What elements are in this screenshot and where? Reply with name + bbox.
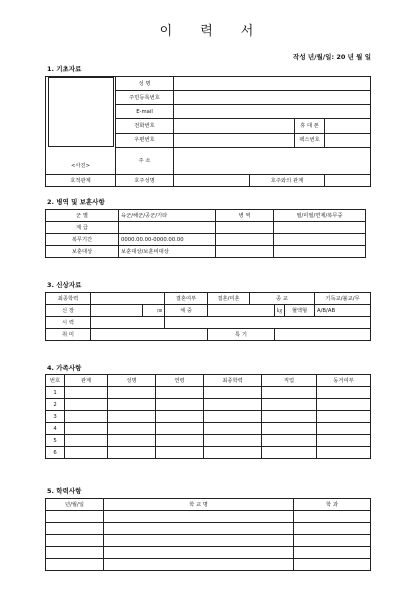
branch-options[interactable]: 육군/해군/공군/기타 (119, 210, 216, 222)
col-header: 번호 (46, 375, 65, 387)
eyesight-field[interactable] (91, 317, 165, 329)
cell[interactable] (46, 547, 104, 559)
cell[interactable] (65, 447, 108, 459)
family-register-label: 호적관계 (46, 175, 116, 187)
table-row (46, 435, 371, 447)
education-header-row (46, 499, 371, 511)
fax-field[interactable] (325, 133, 371, 147)
service-period-field[interactable]: 0000.00.00-0000.00.00 (119, 234, 216, 246)
rank-field[interactable] (119, 222, 216, 234)
cell[interactable] (104, 559, 294, 571)
householder-name-field[interactable] (174, 175, 250, 187)
phone-label: 전화번호 (116, 119, 174, 133)
cell[interactable] (204, 435, 262, 447)
cell[interactable] (262, 435, 317, 447)
cell[interactable] (108, 399, 156, 411)
marital-options[interactable]: 결혼/미혼 (208, 293, 250, 305)
cell[interactable] (108, 387, 156, 399)
col-header: 최종학력 (204, 375, 262, 387)
blank-cell (216, 222, 274, 234)
row-number: 6 (46, 447, 65, 459)
veteran-options[interactable]: 보훈대상/보훈비대상 (119, 246, 216, 258)
skill-field[interactable] (275, 329, 371, 341)
address-label: 주 소 (116, 147, 174, 174)
table-row (46, 511, 371, 523)
personal-info-table (45, 292, 371, 341)
service-label: 병 역 (216, 210, 274, 222)
cell[interactable] (108, 411, 156, 423)
table-row (46, 559, 371, 571)
basic-info-table (45, 76, 371, 187)
cell[interactable] (204, 399, 262, 411)
householder-name-label: 호주성명 (116, 175, 174, 187)
col-header: 직업 (262, 375, 317, 387)
document-title (0, 20, 413, 39)
col-header: 학 교 명 (104, 499, 294, 511)
cell[interactable] (104, 511, 294, 523)
cell[interactable] (294, 523, 371, 535)
blank-cell (274, 222, 366, 234)
cell[interactable] (204, 423, 262, 435)
address-field[interactable] (174, 147, 371, 174)
cell[interactable] (46, 511, 104, 523)
cell[interactable] (108, 435, 156, 447)
cell[interactable] (156, 411, 204, 423)
religion-options[interactable]: 기독교/불교/무 (315, 293, 371, 305)
email-label: E-mail (116, 105, 174, 119)
family-header-row (46, 375, 371, 387)
height-unit: ㎝ (143, 305, 165, 317)
eyesight-label: 시 력 (46, 317, 91, 329)
name-field[interactable] (174, 77, 371, 91)
photo-box[interactable] (46, 77, 116, 175)
householder-relation-field[interactable] (325, 175, 371, 187)
weight-label: 체 중 (165, 305, 208, 317)
col-header: 성명 (108, 375, 156, 387)
table-row (46, 535, 371, 547)
service-options[interactable]: 필/미필/면제/복무중 (274, 210, 366, 222)
date-line: 작성 년/월/일: 20 년 월 일 (293, 53, 371, 61)
cell[interactable] (65, 399, 108, 411)
cell[interactable] (65, 435, 108, 447)
row-number: 4 (46, 423, 65, 435)
section-2-heading: 2. 병역 및 보훈사항 (47, 198, 105, 206)
mobile-field[interactable] (325, 119, 371, 133)
cell[interactable] (46, 559, 104, 571)
householder-relation-label: 호주와의 관계 (250, 175, 325, 187)
cell[interactable] (262, 411, 317, 423)
cell[interactable] (156, 387, 204, 399)
section-5-heading: 5. 학력사항 (47, 487, 82, 495)
cell[interactable] (104, 535, 294, 547)
photo-label: <사진> (70, 163, 91, 169)
email-field[interactable] (174, 105, 371, 119)
title-char: 력 (200, 24, 213, 39)
skill-label: 특 기 (208, 329, 275, 341)
section-3-heading: 3. 신상자료 (47, 281, 82, 289)
cell[interactable] (108, 423, 156, 435)
title-char: 이 (159, 24, 173, 39)
cell[interactable] (317, 423, 371, 435)
section-4-heading: 4. 가족사항 (47, 364, 82, 372)
cell[interactable] (317, 399, 371, 411)
cell[interactable] (317, 387, 371, 399)
cell[interactable] (317, 447, 371, 459)
cell[interactable] (317, 435, 371, 447)
cell[interactable] (65, 423, 108, 435)
resident-id-label: 주민등록번호 (116, 91, 174, 105)
blank-cell (165, 317, 371, 329)
religion-label: 종 교 (250, 293, 315, 305)
blood-type-options[interactable]: A/B/AB (315, 305, 371, 317)
cell[interactable] (294, 535, 371, 547)
height-label: 신 장 (46, 305, 91, 317)
photo-frame (48, 77, 114, 147)
cell[interactable] (262, 447, 317, 459)
cell[interactable] (262, 387, 317, 399)
table-row (46, 399, 371, 411)
education-label: 최종학력 (46, 293, 91, 305)
cell[interactable] (156, 447, 204, 459)
cell[interactable] (108, 447, 156, 459)
cell[interactable] (104, 547, 294, 559)
col-header: 년/월/일 (46, 499, 104, 511)
row-number: 5 (46, 435, 65, 447)
blank-cell (216, 246, 274, 258)
table-row (46, 547, 371, 559)
fax-label: 팩스번호 (295, 133, 325, 147)
row-number: 2 (46, 399, 65, 411)
col-header: 동거여부 (317, 375, 371, 387)
table-row (46, 447, 371, 459)
col-header: 연령 (156, 375, 204, 387)
postcode-label: 우편번호 (116, 133, 174, 147)
col-header: 관계 (65, 375, 108, 387)
cell[interactable] (294, 511, 371, 523)
cell[interactable] (65, 387, 108, 399)
section-1-heading: 1. 기초자료 (47, 65, 82, 73)
weight-field[interactable] (208, 305, 275, 317)
row-number: 1 (46, 387, 65, 399)
hobby-field[interactable] (91, 329, 208, 341)
branch-label: 군 별 (46, 210, 119, 222)
table-row (46, 411, 371, 423)
rank-label: 계 급 (46, 222, 119, 234)
resident-id-field[interactable] (174, 91, 371, 105)
title-char: 서 (240, 24, 254, 39)
table-row (46, 387, 371, 399)
cell[interactable] (204, 411, 262, 423)
veteran-label: 보훈대상 (46, 246, 119, 258)
name-label: 성 명 (116, 77, 174, 91)
cell[interactable] (317, 411, 371, 423)
hobby-label: 취 미 (46, 329, 91, 341)
blank-cell (274, 234, 366, 246)
mobile-label: 휴 대 폰 (295, 119, 325, 133)
family-table (45, 374, 371, 459)
blood-type-label: 혈액형 (285, 305, 315, 317)
marital-label: 결혼여부 (165, 293, 208, 305)
table-row (46, 423, 371, 435)
cell[interactable] (65, 411, 108, 423)
cell[interactable] (156, 423, 204, 435)
cell[interactable] (46, 535, 104, 547)
education-field[interactable] (91, 293, 165, 305)
cell[interactable] (294, 547, 371, 559)
cell[interactable] (156, 399, 204, 411)
cell[interactable] (204, 447, 262, 459)
weight-unit: ㎏ (275, 305, 285, 317)
cell[interactable] (262, 423, 317, 435)
phone-field[interactable] (174, 119, 295, 133)
cell[interactable] (104, 523, 294, 535)
cell[interactable] (156, 435, 204, 447)
cell[interactable] (294, 559, 371, 571)
cell[interactable] (46, 523, 104, 535)
height-field[interactable] (91, 305, 143, 317)
military-table (45, 209, 366, 258)
col-header: 학 과 (294, 499, 371, 511)
service-period-label: 복무기간 (46, 234, 119, 246)
row-number: 3 (46, 411, 65, 423)
education-table (45, 498, 371, 571)
cell[interactable] (204, 387, 262, 399)
postcode-field[interactable] (174, 133, 295, 147)
cell[interactable] (262, 399, 317, 411)
table-row (46, 523, 371, 535)
blank-cell (216, 234, 274, 246)
blank-cell (274, 246, 366, 258)
